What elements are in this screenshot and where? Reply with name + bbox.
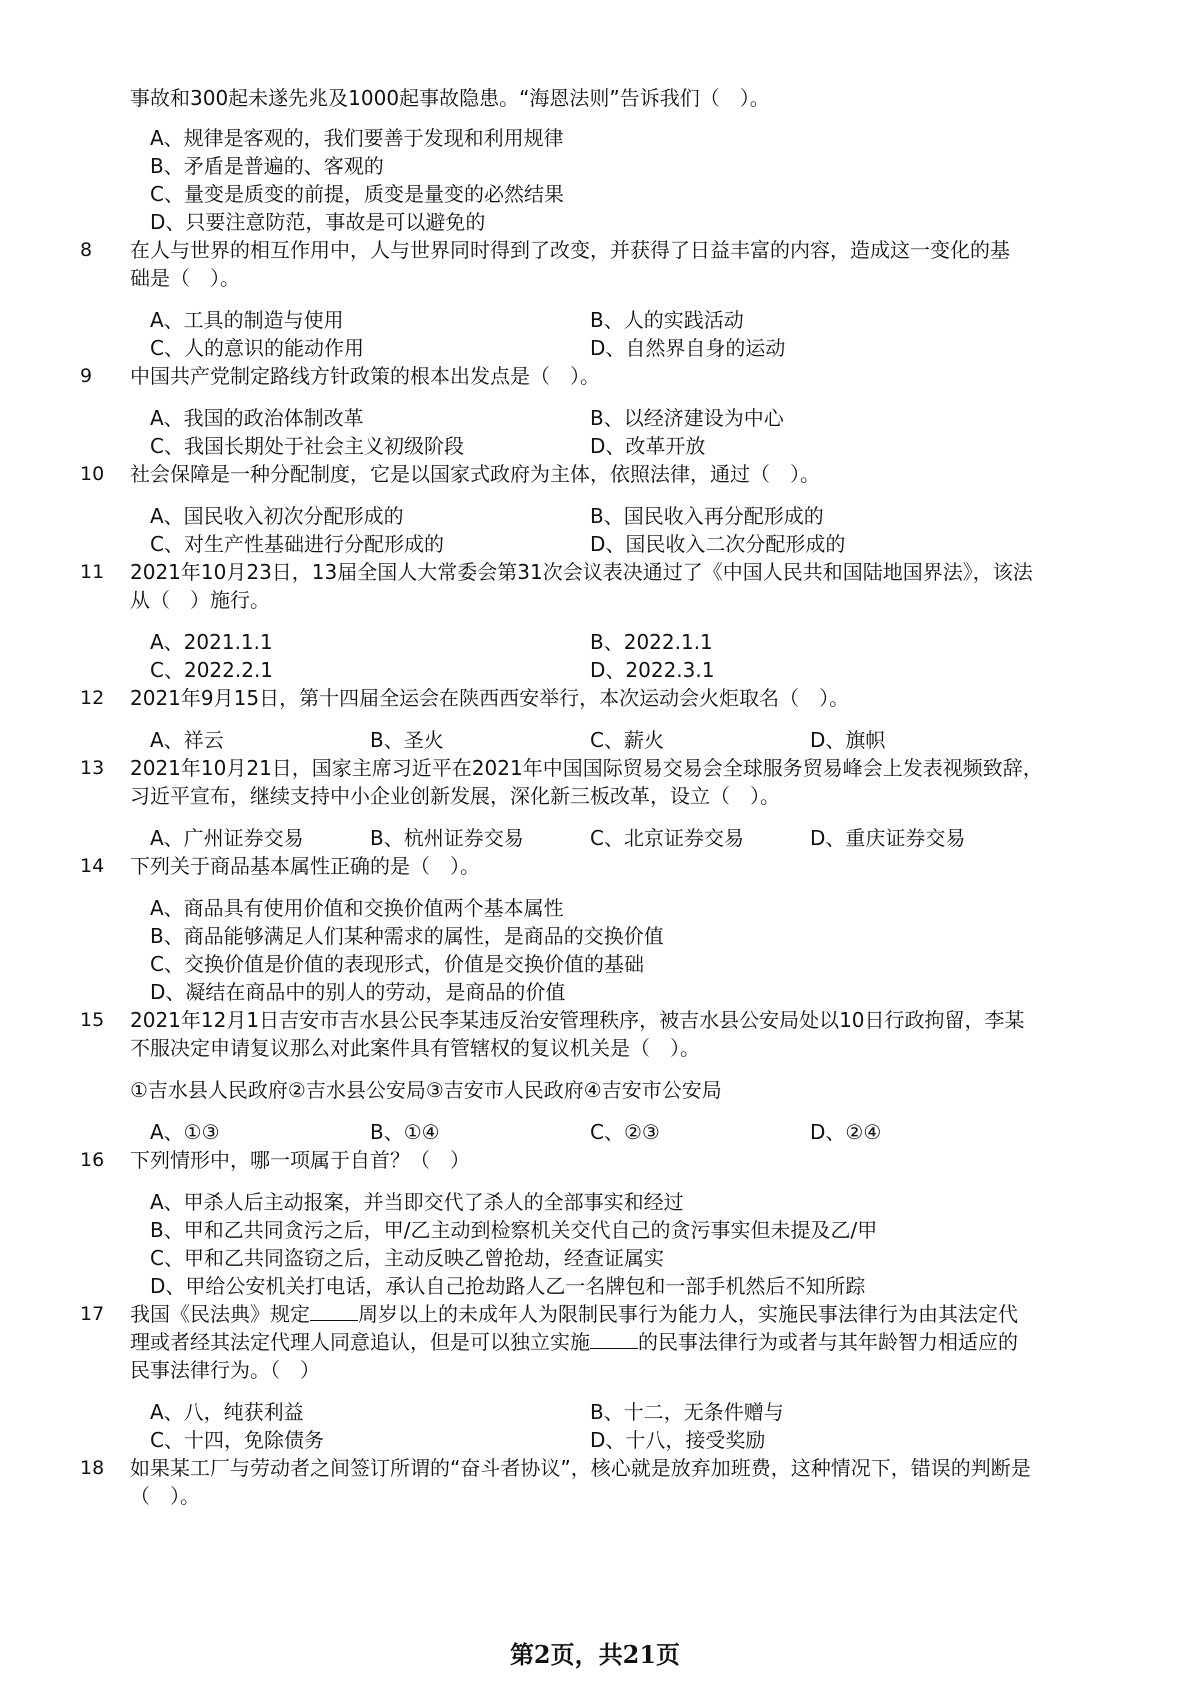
q15-items: ①吉水县人民政府②吉水县公安局③吉安市人民政府④吉安市公安局 [130, 1078, 722, 1102]
q11-stem-line1: 2021年10月23日，13届全国人大常委会第31次会议表决通过了《中国人民共和国陆地国界法》，该法 [130, 560, 1033, 584]
q8-option-b: B、人的实践活动 [590, 308, 744, 332]
q13-stem-line1: 2021年10月21日，国家主席习近平在2021年中国国际贸易交易会全球服务贸易峰会上发表视频致辞， [130, 756, 1043, 780]
q15-option-d: D、②④ [810, 1120, 882, 1144]
q12-option-b: B、圣火 [370, 728, 444, 752]
q16-option-b: B、甲和乙共同贪污之后，甲/乙主动到检察机关交代自己的贪污事实但未提及乙/甲 [150, 1218, 878, 1242]
q17-stem-line2 [130, 1328, 1018, 1356]
fill-in-blank [310, 1300, 358, 1321]
q17-option-c: C、十四，免除债务 [150, 1428, 324, 1452]
q18-number: 18 [80, 1457, 105, 1479]
q10-stem-line1: 社会保障是一种分配制度，它是以国家式政府为主体，依照法律，通过（ ）。 [130, 462, 820, 486]
q9-option-c: C、我国长期处于社会主义初级阶段 [150, 434, 464, 458]
q15-option-c: C、②③ [590, 1120, 660, 1144]
q14-option-d: D、凝结在商品中的别人的劳动，是商品的价值 [150, 980, 566, 1004]
q17-number: 17 [80, 1303, 105, 1325]
q14-option-a: A、商品具有使用价值和交换价值两个基本属性 [150, 896, 564, 920]
q15-stem-line2: 不服决定申请复议那么对此案件具有管辖权的复议机关是（ ）。 [130, 1036, 700, 1060]
q17-stem-line2-part1: 理或者经其法定代理人同意追认，但是可以独立实施 [130, 1330, 590, 1354]
q7-stem-line: 事故和300起未遂先兆及1000起事故隐患。“海恩法则”告诉我们（ ）。 [130, 86, 770, 110]
q18-stem-line1: 如果某工厂与劳动者之间签订所谓的“奋斗者协议”，核心就是放弃加班费，这种情况下，错误的判断是 [130, 1456, 1031, 1480]
q15-option-a: A、①③ [150, 1120, 220, 1144]
q9-number: 9 [80, 365, 93, 387]
q14-option-b: B、商品能够满足人们某种需求的属性，是商品的交换价值 [150, 924, 664, 948]
q16-option-a: A、甲杀人后主动报案，并当即交代了杀人的全部事实和经过 [150, 1190, 684, 1214]
q17-stem-line3: 民事法律行为。（ ） [130, 1358, 320, 1382]
q17-option-a: A、八，纯获利益 [150, 1400, 304, 1424]
q9-option-b: B、以经济建设为中心 [590, 406, 784, 430]
q13-number: 13 [80, 757, 105, 779]
q10-option-a: A、国民收入初次分配形成的 [150, 504, 404, 528]
q14-number: 14 [80, 855, 105, 877]
q13-option-b: B、杭州证券交易 [370, 826, 524, 850]
q17-stem-line1-part1: 我国《民法典》规定 [130, 1302, 310, 1326]
q10-number: 10 [80, 463, 105, 485]
q8-stem-line2: 础是（ ）。 [130, 266, 240, 290]
q8-number: 8 [80, 239, 93, 261]
q9-option-a: A、我国的政治体制改革 [150, 406, 364, 430]
q10-option-c: C、对生产性基础进行分配形成的 [150, 532, 444, 556]
q13-stem-line2: 习近平宣布，继续支持中小企业创新发展，深化新三板改革，设立（ ）。 [130, 784, 780, 808]
q15-option-b: B、①④ [370, 1120, 440, 1144]
q12-stem-line1: 2021年9月15日，第十四届全运会在陕西西安举行，本次运动会火炬取名（ ）。 [130, 686, 850, 710]
q8-option-d: D、自然界自身的运动 [590, 336, 786, 360]
q11-option-c: C、2022.2.1 [150, 658, 274, 682]
q11-number: 11 [80, 561, 105, 583]
q7-option-d: D、只要注意防范，事故是可以避免的 [150, 210, 486, 234]
q16-number: 16 [80, 1149, 105, 1171]
q15-number: 15 [80, 1009, 105, 1031]
q13-option-a: A、广州证券交易 [150, 826, 304, 850]
q8-option-a: A、工具的制造与使用 [150, 308, 344, 332]
q9-stem-line1: 中国共产党制定路线方针政策的根本出发点是（ ）。 [130, 364, 600, 388]
q18-stem-line2: （ ）。 [130, 1484, 200, 1508]
q17-option-d: D、十八，接受奖励 [590, 1428, 766, 1452]
q13-option-d: D、重庆证券交易 [810, 826, 966, 850]
q7-option-c: C、量变是质变的前提，质变是量变的必然结果 [150, 182, 564, 206]
q11-option-d: D、2022.3.1 [590, 658, 715, 682]
q8-option-c: C、人的意识的能动作用 [150, 336, 364, 360]
q17-option-b: B、十二，无条件赠与 [590, 1400, 784, 1424]
q12-option-a: A、祥云 [150, 728, 224, 752]
q11-stem-line2: 从（ ）施行。 [130, 588, 270, 612]
q17-stem-line1 [130, 1300, 1018, 1328]
q11-option-b: B、2022.1.1 [590, 630, 713, 654]
q7-option-a: A、规律是客观的，我们要善于发现和利用规律 [150, 126, 564, 150]
q9-option-d: D、改革开放 [590, 434, 706, 458]
q13-option-c: C、北京证券交易 [590, 826, 744, 850]
q14-stem-line1: 下列关于商品基本属性正确的是（ ）。 [130, 854, 480, 878]
q12-option-c: C、薪火 [590, 728, 664, 752]
q8-stem-line1: 在人与世界的相互作用中，人与世界同时得到了改变，并获得了日益丰富的内容，造成这一变化的基 [130, 238, 1010, 262]
q10-option-d: D、国民收入二次分配形成的 [590, 532, 846, 556]
fill-in-blank [590, 1328, 638, 1349]
q7-option-b: B、矛盾是普遍的、客观的 [150, 154, 384, 178]
q14-option-c: C、交换价值是价值的表现形式，价值是交换价值的基础 [150, 952, 644, 976]
q17-stem-line1-part2: 周岁以上的未成年人为限制民事行为能力人，实施民事法律行为由其法定代 [358, 1302, 1018, 1326]
page-number-footer: 第2页，共21页 [509, 1640, 681, 1669]
q12-option-d: D、旗帜 [810, 728, 886, 752]
q16-option-d: D、甲给公安机关打电话，承认自己抢劫路人乙一名牌包和一部手机然后不知所踪 [150, 1274, 866, 1298]
q17-stem-line2-part2: 的民事法律行为或者与其年龄智力相适应的 [638, 1330, 1018, 1354]
q15-stem-line1: 2021年12月1日吉安市吉水县公民李某违反治安管理秩序，被吉水县公安局处以10日行政拘留，李某 [130, 1008, 1025, 1032]
q12-number: 12 [80, 687, 105, 709]
q16-option-c: C、甲和乙共同盗窃之后，主动反映乙曾抢劫，经查证属实 [150, 1246, 664, 1270]
q11-option-a: A、2021.1.1 [150, 630, 273, 654]
q10-option-b: B、国民收入再分配形成的 [590, 504, 824, 528]
q16-stem-line1: 下列情形中，哪一项属于自首？（ ） [130, 1148, 470, 1172]
